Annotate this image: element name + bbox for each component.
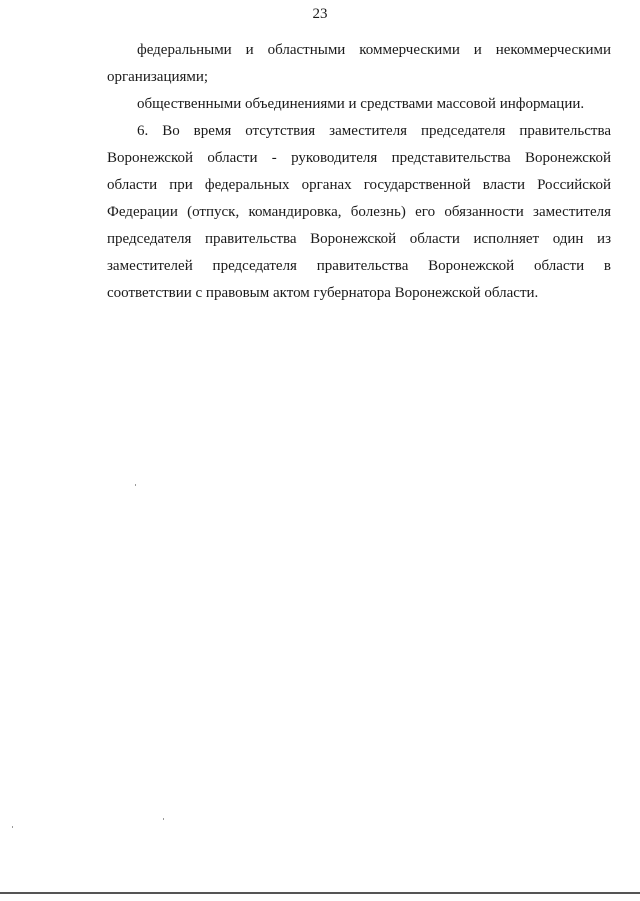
page-number: 23 bbox=[312, 6, 328, 22]
document-body bbox=[107, 37, 611, 307]
scan-speck bbox=[135, 484, 136, 486]
paragraph-item-6: 6. Во время отсутствия заместителя председателя правительства Воронежской области - руководителя представительства Воронежской области при федеральных органах государственной власти Российской Федерации (отпуск, командировка, болезнь) его обязанности заместителя председателя правительства Воронежской области исполняет один из заместителей председателя правительства Воронежской области в соответствии с правовым актом губернатора Воронежской области. bbox=[107, 123, 611, 301]
scan-edge-line bbox=[0, 892, 640, 894]
paragraph-organizations: федеральными и областными коммерческими и некоммерческими организациями; bbox=[107, 42, 611, 85]
scan-speck bbox=[163, 818, 164, 820]
paragraph-public-associations: общественными объединениями и средствами массовой информации. bbox=[137, 96, 585, 112]
scan-speck bbox=[12, 826, 13, 828]
